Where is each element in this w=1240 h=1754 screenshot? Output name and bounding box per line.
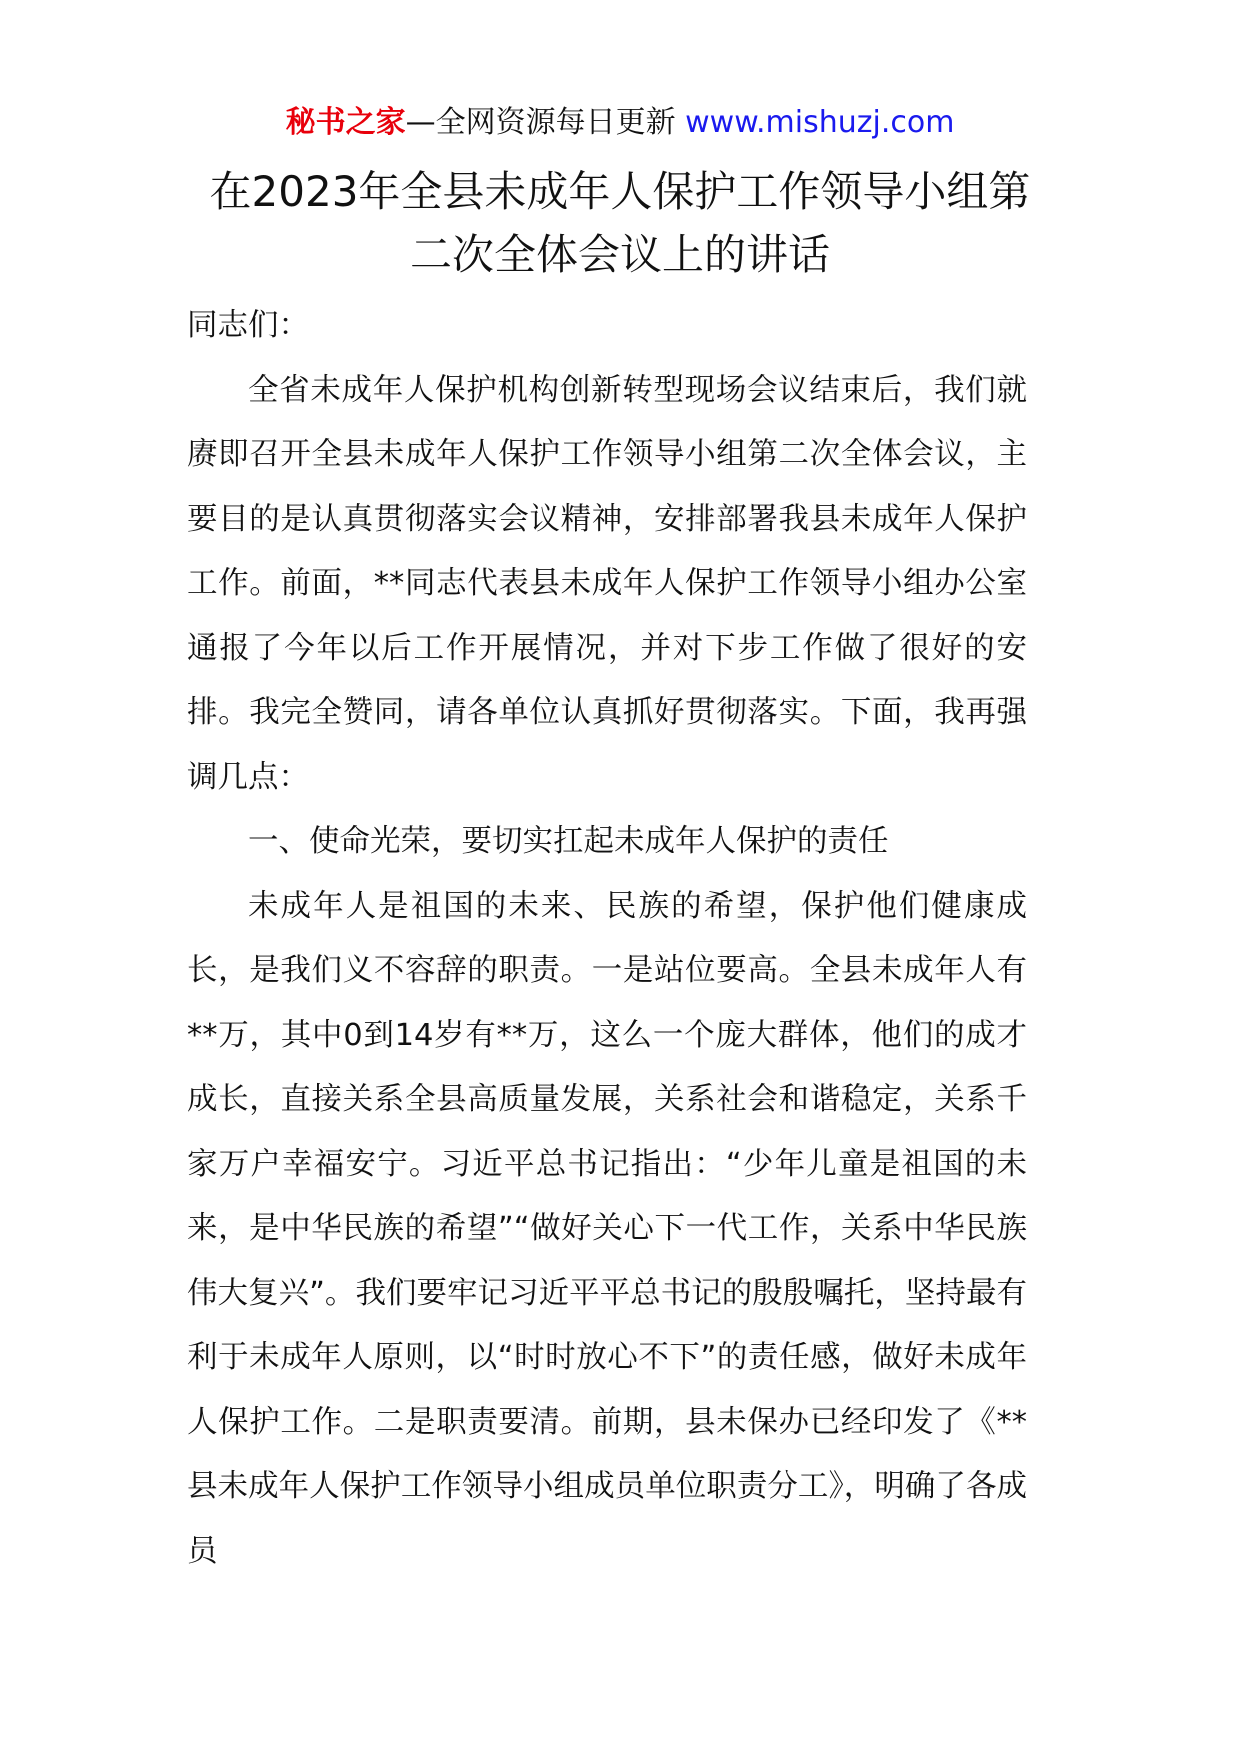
document-body xyxy=(187,294,1027,1584)
site-name: 秘书之家 xyxy=(285,105,406,140)
document-title: 在2023年全县未成年人保护工作领导小组第二次全体会议上的讲话 xyxy=(209,167,1031,279)
section-heading-1: 一、使命光荣，要切实扛起未成年人保护的责任 xyxy=(248,824,889,859)
site-slogan: —全网资源每日更新 xyxy=(405,105,686,140)
site-url-link[interactable]: www.mishuzj.com xyxy=(685,105,955,140)
intro-paragraph: 全省未成年人保护机构创新转型现场会议结束后，我们就赓即召开全县未成年人保护工作领导小组第二次全体会议，主要目的是认真贯彻落实会议精神，安排部署我县未成年人保护工作。前面，**同志代表县未成年人保护工作领导小组办公室通报了今年以后工作开展情况，并对下步工作做了很好的安排。我完全赞同，请各单位认真抓好贯彻落实。下面，我再强调几点： xyxy=(187,372,1027,795)
site-header-banner xyxy=(0,103,1240,143)
salutation: 同志们： xyxy=(187,308,309,343)
section-1-paragraph: 未成年人是祖国的未来、民族的希望，保护他们健康成长，是我们义不容辞的职责。一是站位要高。全县未成年人有**万，其中0到14岁有**万，这么一个庞大群体，他们的成才成长，直接关系全县高质量发展，关系社会和谐稳定，关系千家万户幸福安宁。习近平总书记指出：“少年儿童是祖国的未来，是中华民族的希望”“做好关心下一代工作，关系中华民族伟大复兴”。我们要牢记习近平平总书记的殷殷嘱托，坚持最有利于未成年人原则，以“时时放心不下”的责任感，做好未成年人保护工作。二是职责要清。前期，县未保办已经印发了《**县未成年人保护工作领导小组成员单位职责分工》，明确了各成员 xyxy=(187,888,1027,1569)
